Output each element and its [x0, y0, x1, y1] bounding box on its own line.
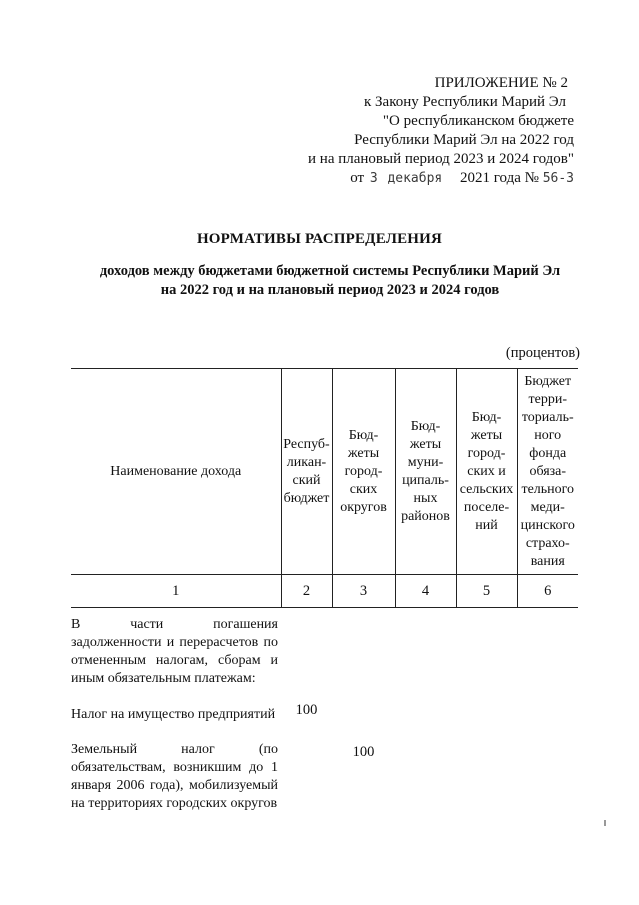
- column-header-label: Респуб- ликан- ский бюджет: [283, 436, 330, 506]
- column-header-1: [71, 369, 281, 575]
- document-subtitle-line-2: на 2022 год и на плановый период 2023 и 2024 годов: [160, 282, 500, 298]
- norm-value-cell: 100: [295, 702, 318, 718]
- income-name-cell: В части погашения задолженности и перерасчетов по отмененным налогам, сборам и иным обязательным платежам:: [71, 617, 278, 686]
- appendix-law-name-1: "О республиканском бюджете: [382, 113, 574, 129]
- appendix-law-line: к Закону Республики Марий Эл: [363, 94, 566, 110]
- column-header-label: Бюджет терри- ториаль- ного фонда обяза- тельного меди- цинского страхо- вания: [520, 373, 575, 569]
- income-name-cell: Налог на имущество предприятий: [71, 707, 276, 722]
- column-number-6: 6: [517, 575, 578, 608]
- income-name-cell: Земельный налог (по обязательствам, возникшим до 1 января 2006 года), мобилизуемый на территориях городских округов: [71, 742, 278, 811]
- column-header-4: [395, 369, 456, 575]
- norm-value-cell: [517, 733, 578, 813]
- table-body: [71, 608, 578, 814]
- table-row: [71, 733, 578, 813]
- norm-value-cell: [332, 698, 395, 733]
- norms-table: [71, 368, 578, 813]
- norm-value-cell: [395, 733, 456, 813]
- column-number-5: 5: [456, 575, 517, 608]
- appendix-law-name-3: и на плановый период 2023 и 2024 годов": [308, 151, 574, 167]
- column-header-5: [456, 369, 517, 575]
- column-header-2: [281, 369, 332, 575]
- norm-value-cell: [456, 698, 517, 733]
- column-number-2: 2: [281, 575, 332, 608]
- norm-value-cell: [281, 608, 332, 699]
- units-label: (процентов): [505, 345, 580, 361]
- doc-number: 56-З: [542, 171, 574, 186]
- date-year: 2021 года №: [459, 170, 539, 186]
- norm-value-cell: [456, 608, 517, 699]
- appendix-header: [254, 74, 574, 188]
- document-subtitle-line-1: доходов между бюджетами бюджетной системы Республики Марий Эл: [99, 263, 561, 279]
- norm-value-cell: [332, 608, 395, 699]
- table-header-row: [71, 369, 578, 575]
- appendix-date-line: [254, 169, 574, 188]
- norm-value-cell: 100: [352, 744, 375, 760]
- column-header-3: [332, 369, 395, 575]
- date-month: декабря: [387, 171, 443, 186]
- column-number-4: 4: [395, 575, 456, 608]
- table-row: [71, 608, 578, 699]
- date-prefix: от: [350, 170, 365, 186]
- column-number-3: 3: [332, 575, 395, 608]
- scan-speck: [604, 820, 606, 826]
- appendix-title: ПРИЛОЖЕНИЕ № 2: [434, 75, 568, 91]
- column-header-6: [517, 369, 578, 575]
- norm-value-cell: [281, 733, 332, 813]
- table-column-number-row: [71, 575, 578, 608]
- table-row: [71, 698, 578, 733]
- norm-value-cell: [517, 698, 578, 733]
- date-day: 3: [369, 171, 378, 186]
- column-header-label: Бюд- жеты город- ских округов: [340, 427, 387, 515]
- column-header-label: Бюд- жеты город- ских и сельских поселе- ний: [459, 409, 514, 533]
- appendix-law-name-2: Республики Марий Эл на 2022 год: [354, 132, 574, 148]
- column-header-label: Бюд- жеты муни- ципаль- ных районов: [401, 418, 450, 524]
- document-title: НОРМАТИВЫ РАСПРЕДЕЛЕНИЯ: [196, 231, 443, 247]
- norm-value-cell: [456, 733, 517, 813]
- norms-table-container: [71, 368, 578, 813]
- column-header-label: Наименование дохода: [110, 463, 242, 479]
- document-subtitle: [40, 262, 620, 300]
- norm-value-cell: [517, 608, 578, 699]
- norm-value-cell: [395, 698, 456, 733]
- norm-value-cell: [395, 608, 456, 699]
- column-number-1: 1: [71, 575, 281, 608]
